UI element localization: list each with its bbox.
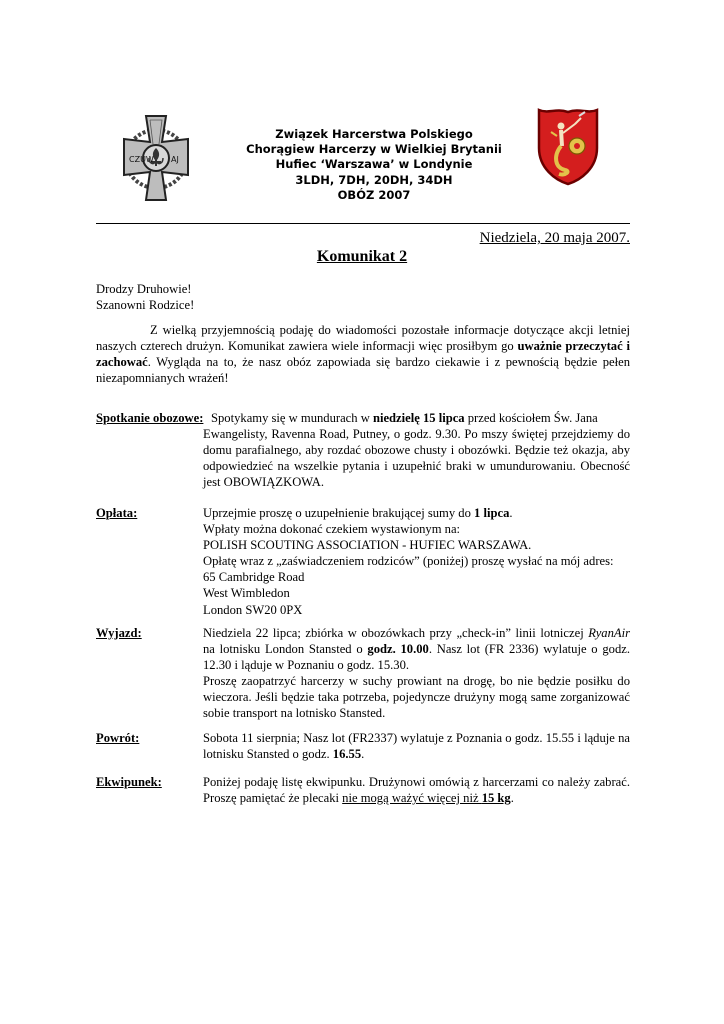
oplata-line-2: Wpłaty można dokonać czekiem wystawionym na: <box>203 522 461 537</box>
ekwipunek-text-2: . <box>510 791 514 806</box>
label-powrot: Powrót: <box>96 731 140 745</box>
wyjazd-paragraph-2: Proszę zaopatrzyć harcerzy w suchy prowiant na drogę, bo nie będzie posiłku do wieczora. Jeśli będzie taka potrzeba, pojedyncze drużyny mogą same zorganizować sobie transport na lotnisko Stansted. <box>203 674 630 721</box>
label-wyjazd: Wyjazd: <box>96 626 142 640</box>
wyjazd-text-1: Niedziela 22 lipca; zbiórka w obozówkach przy „check-in” linii lotniczej <box>203 626 589 640</box>
ekwipunek-body <box>203 774 630 806</box>
oplata-bold: 1 lipca <box>474 506 510 520</box>
cross-text-right: AJ <box>171 155 179 164</box>
wyjazd-text-3: . Nasz lot (FR 2336) wylatuje o godz. 12.30 i ląduje w Poznaniu o godz. 15.30. <box>203 642 630 673</box>
spotkanie-text-1: Spotykamy się w mundurach w <box>211 411 373 425</box>
ekwipunek-text-1: Poniżej podaję listę ekwipunku. Drużynowi omówią z harcerzami co należy zabrać. Proszę pamiętać że plecaki <box>203 775 630 806</box>
scout-cross-logo <box>108 112 204 204</box>
oplata-line-3: POLISH SCOUTING ASSOCIATION - HUFIEC WARSZAWA. <box>203 538 532 553</box>
ekwipunek-weight-limit: 15 kg <box>481 791 511 806</box>
ekwipunek-underlined: nie mogą ważyć więcej niż <box>342 791 482 806</box>
spotkanie-bold: niedzielę 15 lipca <box>372 411 465 425</box>
wyjazd-bold: godz. 10.00 <box>367 642 429 657</box>
greeting <box>96 281 194 313</box>
label-spotkanie: Spotkanie obozowe: <box>96 411 204 425</box>
spotkanie-text-2: przed kościołem Św. Jana <box>464 411 598 425</box>
spotkanie-body: Ewangelisty, Ravenna Road, Putney, o godz. 9.30. Po mszy świętej przejdziemy do domu parafialnego, aby rozdać obozowe chusty i obozówki. Będzie też okazja, aby odpowiedzieć na wszelkie pytania i uzupełnić braki w umundurowaniu. Obecność jest OBOWIĄZKOWA. <box>203 427 630 490</box>
intro-text-2: . Wygląda na to, że nasz obóz zapowiada się bardzo ciekawie i z pewnością będzie pełen niezapomnianych wrażeń! <box>96 355 630 386</box>
district-name: Hufiec ‘Warszawa’ w Londynie <box>275 157 473 172</box>
oplata-line-4: Opłatę wraz z „zaświadczeniem rodziców” (poniżej) proszę wysłać na mój adres: <box>203 554 614 569</box>
warsaw-coat-of-arms <box>535 106 601 186</box>
oplata-text-2: . <box>509 506 513 520</box>
intro-paragraph <box>96 322 630 386</box>
wyjazd-body <box>203 625 630 722</box>
banner-name: Chorągiew Harcerzy w Wielkiej Brytanii <box>246 142 502 157</box>
wyjazd-paragraph-1 <box>203 625 630 673</box>
cross-text-left: CZUW <box>129 155 154 164</box>
greeting-line-1: Drodzy Druhowie! <box>96 282 192 296</box>
letterhead <box>218 127 530 203</box>
oplata-body <box>203 505 630 618</box>
oplata-text-1: Uprzejmie proszę o uzupełnienie brakującej sumy do <box>203 506 475 520</box>
oplata-line-5: 65 Cambridge Road <box>203 570 305 585</box>
powrot-text-1: Sobota 11 sierpnia; Nasz lot (FR2337) wylatuje z Poznania o godz. 15.55 i ląduje na lotnisku Stansted o godz. <box>203 731 630 762</box>
oplata-line-1 <box>203 505 630 521</box>
wyjazd-italic: RyanAir <box>588 626 630 640</box>
troops: 3LDH, 7DH, 20DH, 34DH <box>295 172 453 187</box>
header-rule <box>96 223 630 224</box>
label-ekwipunek: Ekwipunek: <box>96 775 162 789</box>
wyjazd-text-2: na lotnisku London Stansted o <box>203 642 368 657</box>
document-title: Komunikat 2 <box>316 248 408 265</box>
intro-text-1: Z wielką przyjemnością podaję do wiadomości pozostałe informacje dotyczące akcji letniej naszych czterech drużyn. Komunikat zawiera wiele informacji więc prosiłbym go <box>96 323 630 354</box>
oplata-line-6: West Wimbledon <box>203 586 290 601</box>
camp-name: OBÓZ 2007 <box>337 187 411 202</box>
intro-bold: uważnie przeczytać i zachować <box>96 339 630 370</box>
spotkanie-first-line <box>211 410 630 426</box>
letter-date: Niedziela, 20 maja 2007. <box>479 230 630 246</box>
label-oplata: Opłata: <box>96 506 138 520</box>
oplata-line-7: London SW20 0PX <box>203 602 303 617</box>
powrot-text-2: . <box>361 747 365 762</box>
greeting-line-2: Szanowni Rodzice! <box>96 298 195 313</box>
org-name: Związek Harcerstwa Polskiego <box>275 127 473 141</box>
powrot-body <box>203 730 630 762</box>
powrot-bold: 16.55 <box>332 747 362 762</box>
